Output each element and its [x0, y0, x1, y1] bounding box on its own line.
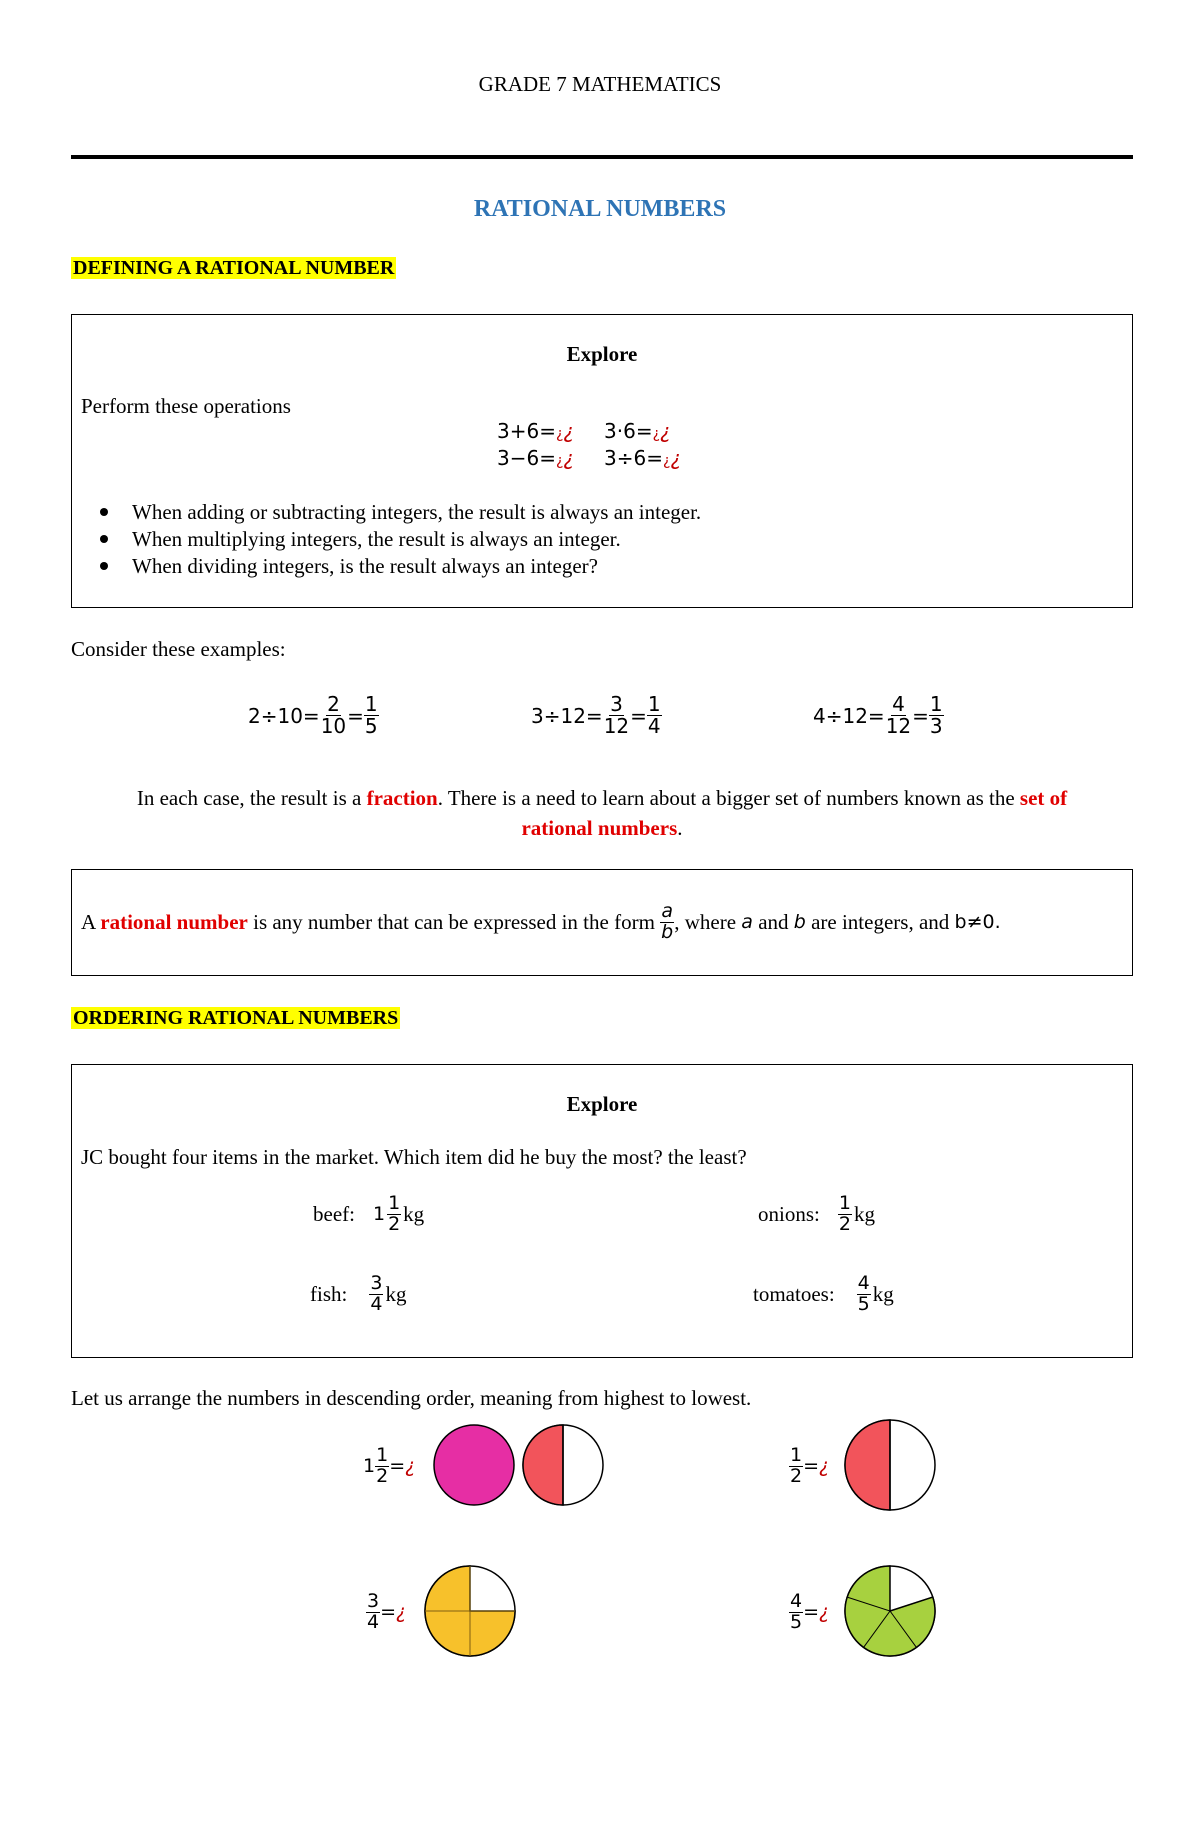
- item-beef: beef: 1 $\frac{1}{2}$ kg: [313, 1192, 425, 1235]
- operation-multiply: 3·6=¿¿: [604, 419, 671, 443]
- visual-label-4-5: $\frac{4}{5}$ = ¿: [790, 1590, 830, 1633]
- term-fraction: fraction: [366, 786, 438, 810]
- example-2-div-10: 2÷10= $\frac{2}{10}$ = $\frac{1}{5}$: [248, 692, 378, 738]
- arrange-text: Let us arrange the numbers in descending order, meaning from highest to lowest.: [71, 1386, 752, 1410]
- bullet-item: When dividing integers, is the result always an integer?: [72, 554, 1022, 581]
- item-onions: onions: $\frac{1}{2}$ kg: [758, 1192, 875, 1235]
- intro-paragraph: In each case, the result is a fraction. There is a need to learn about a bigger set of numbers known as the set of rational numbers.: [136, 786, 1068, 840]
- section-heading-ordering-text: ORDERING RATIONAL NUMBERS: [73, 1007, 399, 1029]
- consider-text: Consider these examples:: [71, 637, 286, 661]
- explore-title-market: Explore: [566, 1092, 638, 1116]
- page-title: RATIONAL NUMBERS: [473, 196, 727, 222]
- item-fish: fish: $\frac{3}{4}$ kg: [310, 1272, 407, 1315]
- item-tomatoes: tomatoes: $\frac{4}{5}$ kg: [753, 1272, 894, 1315]
- explore-title: Explore: [566, 342, 638, 366]
- example-3-div-12: 3÷12= $\frac{3}{12}$ = $\frac{1}{4}$: [531, 692, 661, 738]
- bullet-item: When multiplying integers, the result is always an integer.: [72, 527, 1022, 554]
- section-heading-defining-text: DEFINING A RATIONAL NUMBER: [73, 257, 395, 279]
- term-set-of: set of: [1019, 786, 1068, 810]
- visual-label-3-4: $\frac{3}{4}$ = ¿: [367, 1590, 407, 1633]
- bullet-item: When adding or subtracting integers, the result is always an integer.: [72, 500, 1022, 527]
- explore-prompt: Perform these operations: [81, 394, 291, 418]
- half-shaded-slice: [523, 1425, 563, 1505]
- operation-divide: 3÷6=¿¿: [604, 446, 682, 470]
- market-question: JC bought four items in the market. Which item did he buy the most? the least?: [81, 1145, 747, 1169]
- onions-shaded-slice: [845, 1420, 890, 1510]
- document-header: GRADE 7 MATHEMATICS: [478, 72, 722, 96]
- definition-text: A rational number is any number that can be expressed in the form $\frac{a}{b}$ , where a and b are integers, and b≠0.: [81, 900, 1001, 943]
- circle-whole-magenta: [434, 1425, 514, 1505]
- visual-label-1-1-2: 1 $\frac{1}{2}$ = ¿: [363, 1444, 416, 1487]
- term-rational-number: rational number: [100, 909, 248, 934]
- term-rational-numbers: rational numbers: [521, 816, 678, 840]
- example-4-div-12: 4÷12= $\frac{4}{12}$ = $\frac{1}{3}$: [813, 692, 943, 738]
- operation-add: 3+6=¿¿: [497, 419, 575, 443]
- operation-subtract: 3−6=¿¿: [497, 446, 575, 470]
- visual-label-1-2: $\frac{1}{2}$ = ¿: [790, 1444, 830, 1487]
